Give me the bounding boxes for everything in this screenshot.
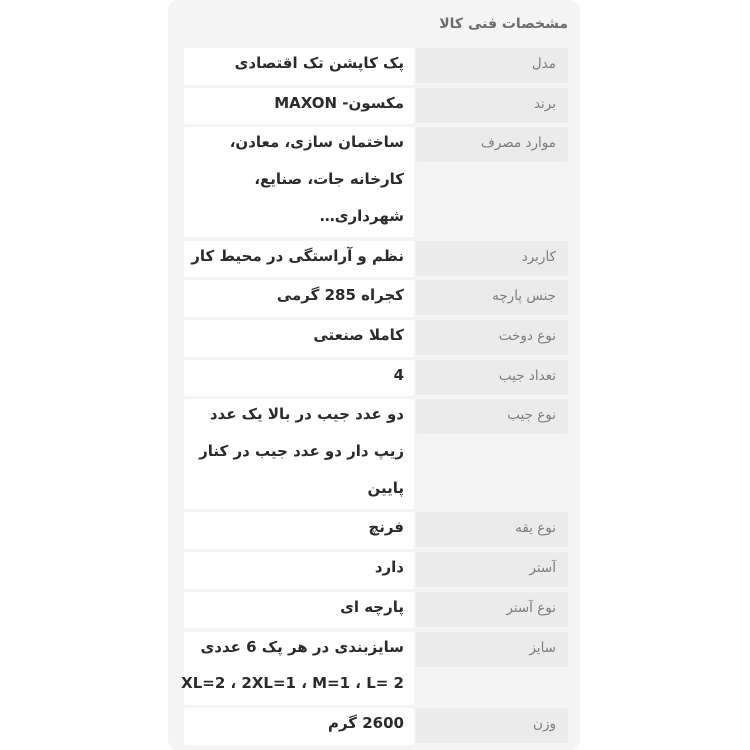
spec-row xyxy=(184,88,568,125)
spec-label xyxy=(416,88,568,123)
spec-label-text: نوع یقه xyxy=(515,520,556,537)
spec-row xyxy=(184,48,568,85)
spec-label xyxy=(416,708,568,743)
spec-value xyxy=(181,632,414,705)
spec-label-text: وزن xyxy=(533,715,556,732)
spec-value-line: زیپ دار دو عدد جیب در کنار xyxy=(199,441,404,460)
spec-value xyxy=(184,88,414,125)
spec-value-line: 2600 گرم xyxy=(327,713,404,732)
spec-value-line: سایزبندی در هر پک 6 عددی xyxy=(200,637,404,656)
spec-label xyxy=(416,592,568,627)
spec-label xyxy=(416,552,568,587)
technical-specs-card xyxy=(168,0,580,750)
spec-value-line: کجراه 285 گرمی xyxy=(276,286,404,305)
spec-value xyxy=(184,127,414,237)
spec-value xyxy=(184,360,414,397)
spec-value-line: پایین xyxy=(367,478,404,497)
spec-label-text: نوع جیب xyxy=(507,407,556,424)
spec-value-line: دو عدد جیب در بالا یک عدد xyxy=(209,405,404,424)
spec-row xyxy=(184,708,568,745)
spec-row xyxy=(184,280,568,317)
spec-row xyxy=(184,360,568,397)
spec-value-line: دارد xyxy=(374,558,404,577)
spec-value xyxy=(184,592,414,629)
spec-label-text: سایز xyxy=(529,639,556,656)
spec-label xyxy=(416,512,568,547)
spec-label-text: موارد مصرف xyxy=(480,135,556,152)
spec-label-text: آستر xyxy=(529,560,556,577)
spec-label xyxy=(416,48,568,83)
spec-label xyxy=(416,241,568,276)
spec-value-line: پک کاپشن تک اقتصادی xyxy=(234,54,404,72)
spec-value-line: فرنچ xyxy=(368,518,404,537)
spec-label-text: کاربرد xyxy=(521,248,556,265)
spec-value-line: XL=2 ، 2XL=1 ، M=1 ، L= 2 xyxy=(181,674,404,693)
spec-value xyxy=(184,48,414,85)
spec-value-line: کاملا صنعتی xyxy=(313,325,404,344)
section-title: مشخصات فنی کالا xyxy=(439,16,568,32)
spec-row xyxy=(184,241,568,278)
spec-label-text: نوع آستر xyxy=(506,599,556,616)
spec-value-line: نظم و آراستگی در محیط کار xyxy=(191,246,404,265)
spec-value-line: 4 xyxy=(393,365,404,384)
spec-value xyxy=(184,241,414,278)
spec-label xyxy=(416,280,568,315)
spec-value-line: شهرداری… xyxy=(319,206,404,225)
spec-value xyxy=(184,708,414,745)
spec-value xyxy=(184,399,414,509)
spec-label-text: جنس پارچه xyxy=(492,288,556,305)
spec-label-text: تعداد جیب xyxy=(498,367,556,384)
spec-row xyxy=(184,512,568,549)
spec-label-text: برند xyxy=(533,95,556,112)
spec-value-line: مکسون- MAXON xyxy=(274,93,404,112)
spec-label xyxy=(416,360,568,395)
spec-label-text: مدل xyxy=(531,56,556,72)
spec-label-text: نوع دوخت xyxy=(498,327,556,344)
spec-label xyxy=(416,399,568,434)
spec-row xyxy=(181,632,568,705)
spec-row xyxy=(184,552,568,589)
spec-row xyxy=(184,592,568,629)
spec-value-line: پارچه ای xyxy=(340,597,404,616)
spec-value xyxy=(184,280,414,317)
spec-label xyxy=(416,127,568,162)
spec-label xyxy=(416,320,568,355)
spec-value-line: کارخانه جات، صنایع، xyxy=(254,170,404,189)
spec-value xyxy=(184,320,414,357)
spec-label xyxy=(416,632,568,667)
spec-value-line: ساختمان سازی، معادن، xyxy=(229,133,404,152)
spec-value xyxy=(184,552,414,589)
spec-row xyxy=(184,320,568,357)
spec-row xyxy=(184,127,568,237)
spec-value xyxy=(184,512,414,549)
spec-row xyxy=(184,399,568,509)
